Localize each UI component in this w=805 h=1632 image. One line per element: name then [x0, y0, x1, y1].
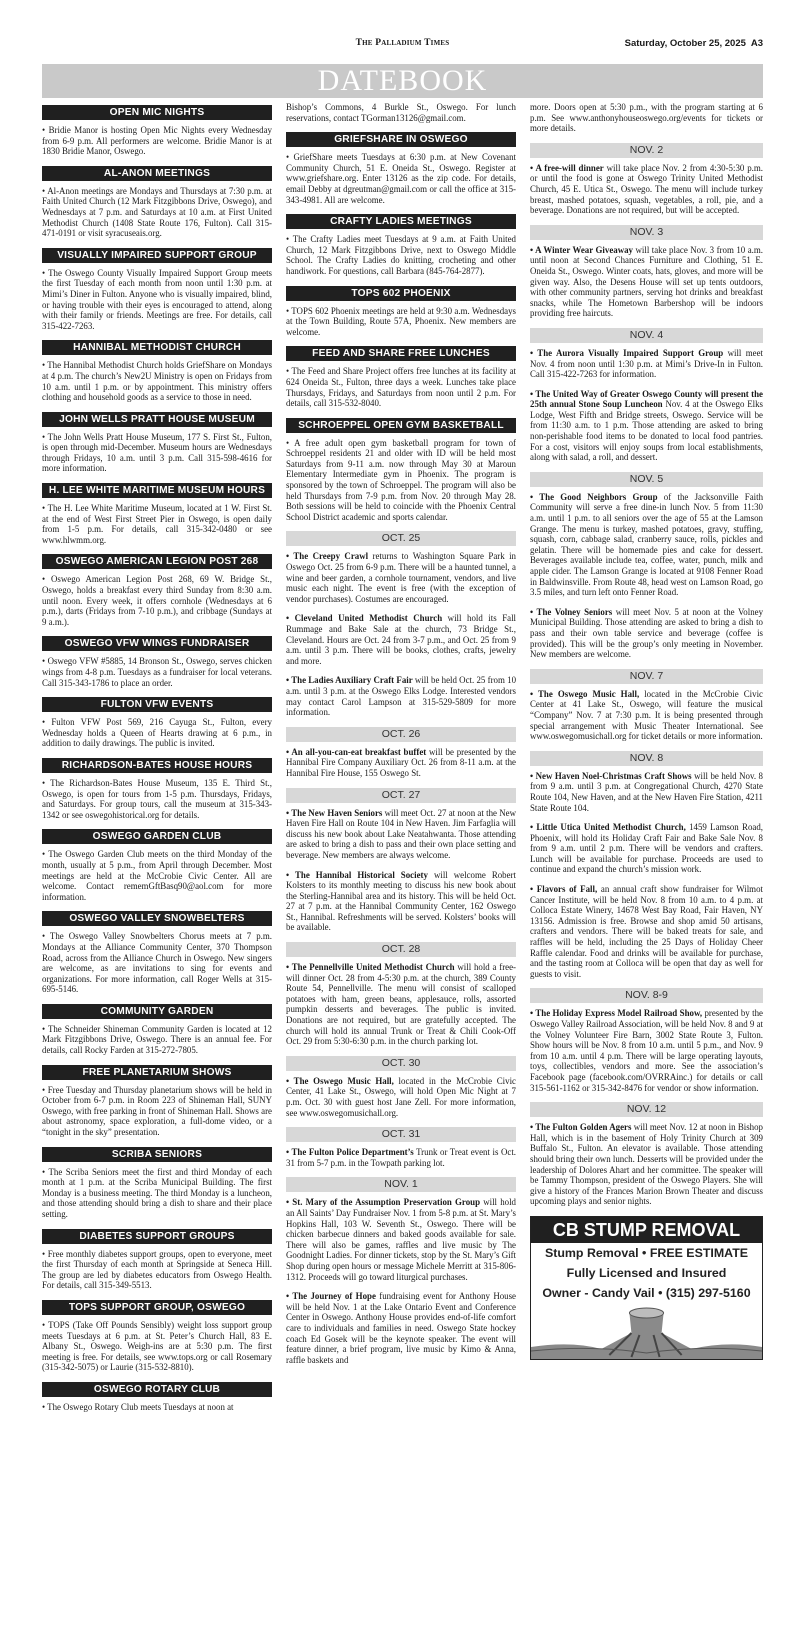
listing-text: will take place Nov. 3 from 10 a.m. until noon at Second Chances Furniture and Clothing, 51 E. Oneida St., Oswego. Winter coats, hats, gloves, and more will be given way. Also, the Desens House will set up tents outdoors, with other community partners, serving hot drinks and breakfast snacks, while The Hometown Barbershop will be indoors providing free haircuts. [530, 244, 763, 319]
ad-line: Fully Licensed and Insured [566, 1265, 727, 1280]
date-text: Saturday, October 25, 2025 [624, 38, 746, 49]
listing-text: will meet Nov. 12 at noon in Bishop Hall, which is in the basement of Holy Trinity Church at 309 Buffalo St., Fulton. An elevator is available. Those attending should bring their own lunch. Desserts will be provided under the leadership of Dolores Ahart and her committee. The speaker will be Tammy Thompson, president of the Oswego Players. She will give a history of the Frances Marion Brown Theater and discuss upcoming plays and senior nights. [530, 1122, 763, 1207]
section-heading: SCHROEPPEL OPEN GYM BASKETBALL [286, 418, 516, 433]
section-heading: VISUALLY IMPAIRED SUPPORT GROUP [42, 248, 272, 263]
listing-text: an annual craft show fundraiser for Wilmot Cancer Institute, will be held Nov. 8 from 10 a.m. to 4 p.m. at Colloca Estate Winery, 14678 West Bay Road, Fair Haven, NY 13156. Admission is free. Browse and shop amid 50 artisans, crafters and vendors. There will be baked treats for sale, and raffles will be held, including the 25 Days of Holiday Cheer Raffle calendar. Food and drinks will be available for purchase, and the tasting room at Colloca will be open that day as well for guests to visit. [530, 884, 763, 979]
section-heading: OSWEGO ROTARY CLUB [42, 1382, 272, 1397]
listing-text: • The H. Lee White Maritime Museum, located at 1 W. First St. at the end of West First Street Pier in Oswego, is open daily from 1-5 p.m. For details, call 315-342-0480 or see www.hlwmm.org. [42, 503, 272, 545]
listing-item [42, 1249, 272, 1291]
listing-item [530, 771, 763, 813]
listing-item [530, 389, 763, 463]
listing-text: • The Feed and Share Project offers free lunches at its facility at 624 Oneida St., Fulton, three days a week. Lunches take place Thursdays, Fridays, and Saturdays from noon until 2 p.m. For details, call 315-532-8040. [286, 366, 516, 409]
listing-text: will hold an All Saints’ Day Fundraiser Nov. 1 from 5-8 p.m. at St. Mary’s Hopkins Hall, 103 W. Seventh St., Oswego. There will be chicken barbecue dinners and baked goods available for sale. There will also be games, raffles and live music by The Goodnight Ladies. For dinner tickets, stop by the St. Mary’s Gift Shop during open hours or message Michele Merritt at 315-806-1312. Proceeds will go toward liturgical purchases. [286, 1197, 516, 1282]
section-heading: COMMUNITY GARDEN [42, 1004, 272, 1019]
listing-text: located in the McCrobie Civic Center, 41 Lake St., Oswego, will hold Open Mic Night at 7 p.m. Oct. 30 with guest host Jane Zell. For more information, see www.oswegomusichall.org. [286, 1075, 516, 1118]
listing-text: will meet Oct. 27 at noon at the New Haven Fire Hall on Route 104 in New Haven. Jim Farfaglia will discuss his new book about Lake Neatahwanta. Those attending are asked to bring a dish to pass and their own place setting and beverage. New members are always welcome. [286, 807, 516, 860]
listing-text: presented by the Oswego Valley Railroad Association, will be held Nov. 8 and 9 at the Volney Volunteer Fire Barn, 3002 State Route 3, Fulton. Show hours will be Nov. 8 from 10 a.m. until 5 p.m., and Nov. 9 from 10 a.m. until 4 p.m. There will be large operating layouts, toys, collectibles, vendors and more. See the association’s Facebook page (facebook.com/OVRRAinc.) for details or call 315-561-1162 or 315-342-8476 for vendor or show information. [530, 1008, 763, 1093]
section-heading: GRIEFSHARE IN OSWEGO [286, 132, 516, 147]
listing-text: • Bridie Manor is hosting Open Mic Nights every Wednesday from 6-9 p.m. All performers are welcome. Bridie Manor is at 1830 Bridie Manor, Oswego. [42, 125, 272, 157]
listing-text: • GriefShare meets Tuesdays at 6:30 p.m. at New Covenant Community Church, 51 E. Oneida St., Oswego. Register at www.griefshare.org. Enter 13126 as the zip code. For details, email Debby at dgreutman@gmail.com or call the office at 315-343-4981. All are welcome. [286, 152, 516, 205]
listing-lead: • The Good Neighbors Group [530, 491, 658, 502]
section-heading: TOPS SUPPORT GROUP, OSWEGO [42, 1300, 272, 1315]
listing-text: • Al-Anon meetings are Mondays and Thursdays at 7:30 p.m. at Faith United Church (12 Mark Fitzgibbons Drive, Oswego), and Wednesdays at 7 p.m. and Saturdays at 10 a.m. at First United Methodist Church (1408 State Route 176, Fulton). Call 315-471-0191 or visit syracuseais.org. [42, 185, 272, 239]
listing-item [286, 152, 516, 205]
listing-item [286, 1197, 516, 1282]
listing-lead: • The Fulton Police Department’s [286, 1147, 414, 1158]
listing-text: will be held Nov. 8 from 9 a.m. until 3 p.m. at Congregational Church, 4270 State Route 104, New Haven, and at the New Haven Fire Station, 4211 State Route 104. [530, 770, 763, 813]
listing-text: • The Oswego County Visually Impaired Support Group meets the first Tuesday of each month from noon until 1:30 p.m. at Mimi’s Diner in Fulton. Anyone who is visually impaired, blind, or having trouble with their eyes is encouraged to attend, along with their family or friends. Meetings are free. For details, call 315-422-7263. [42, 267, 272, 331]
listing-item [530, 163, 763, 216]
listing-text: • TOPS 602 Phoenix meetings are held at 9:30 a.m. Wednesdays at the Town Building, Route 57A, Phoenix. New members are welcome. [286, 305, 516, 337]
listing-lead: • New Haven Noel-Christmas Craft Shows [530, 770, 692, 781]
listing-text: located in the McCrobie Civic Center at 41 Lake St., Oswego, will feature the musical “Company” Nov. 7 at 7:30 p.m. It is being presented through special arrangement with Music Theater International. See www.oswegomusichall.org for ticket details or more information. [530, 688, 763, 742]
section-heading: AL-ANON MEETINGS [42, 166, 272, 181]
date-heading: NOV. 1 [286, 1177, 516, 1192]
section-heading: JOHN WELLS PRATT HOUSE MUSEUM [42, 412, 272, 427]
listing-lead: • The Hannibal Historical Society [286, 869, 428, 880]
listing-item [530, 245, 763, 319]
datebook-banner: DATEBOOK [42, 64, 763, 98]
section-heading: HANNIBAL METHODIST CHURCH [42, 340, 272, 355]
listing-lead: • The Ladies Auxiliary Craft Fair [286, 675, 413, 686]
listing-text: • The Hannibal Methodist Church holds GriefShare on Mondays at 4 p.m. The church’s New2U Ministry is open on Fridays from 10 a.m. until 1 p.m. or by appointment. This ministry offers clothing and household goods as a service to those in need. [42, 360, 272, 403]
listing-item [42, 931, 272, 995]
listing-text: more. Doors open at 5:30 p.m., with the program starting at 6 p.m. See www.anthonyhouseoswego.org/events for tickets or more details. [530, 102, 763, 134]
listing-text: will be presented by the Hannibal Fire Company Auxiliary Oct. 26 from 8-11 a.m. at the Hannibal Fire House, 155 Oswego St. [286, 746, 517, 778]
stump-removal-ad [530, 1216, 763, 1360]
listing-lead: • The Oswego Music Hall, [530, 688, 640, 699]
listing-lead: • St. Mary of the Assumption Preservation Group [286, 1197, 481, 1208]
date-heading: NOV. 3 [530, 225, 763, 240]
listing-text: • Free monthly diabetes support groups, open to everyone, meet the first Thursday of each month at Springside at Seneca Hill. The group are led by diabetes educators from Oswego Health. For details, call 315-349-5513. [42, 1248, 272, 1291]
listing-item [42, 360, 272, 402]
listing-item [286, 306, 516, 338]
listing-text: fundraising event for Anthony House will be held Nov. 1 at the Lake Ontario Event and Conference Center in Oswego. Anthony House provides end-of-life comfort care to individuals and families in need. Oswego State hockey coach Ed Gosek will be the keynote speaker. The event will feature dinner, a brief program, live music by Kimo & Anna, raffle baskets and [286, 1291, 516, 1365]
listing-text: • TOPS (Take Off Pounds Sensibly) weight loss support group meets Tuesdays at 6 p.m. at St. Peter’s Church Hall, 83 E. Albany St., Oswego. Weigh-ins are at 5:30 p.m. The first meeting is free. For details, see www.tops.org or call Rosemary (315-342-5075) or Laurie (315-532-8810). [42, 1319, 272, 1373]
listing-item [42, 656, 272, 688]
listing-text: 1459 Lamson Road, Phoenix, will hold its Holiday Craft Fair and Bake Sale Nov. 8 from 9 a.m. until 2 p.m. There will be vendors and crafters. Lunch will be available for purchase. Proceeds are used to continue and expand the church’s mission work. [530, 822, 764, 875]
column-1 [42, 102, 272, 1422]
date-heading: OCT. 27 [286, 788, 516, 803]
date-heading: NOV. 12 [530, 1102, 763, 1117]
date-heading: OCT. 30 [286, 1056, 516, 1071]
section-heading: FREE PLANETARIUM SHOWS [42, 1065, 272, 1080]
section-heading: OPEN MIC NIGHTS [42, 105, 272, 120]
listing-text: Nov. 4 at the Oswego Elks Lodge, West Fifth and Bridge streets, Oswego. Service will be from 11:30 a.m. to 1 p.m. Those attending are asked to bring non-perishable food items to be donated to local food pantries. For a cost, visitors will enjoy soups from local establishments, along with salad, a roll, and dessert. [530, 399, 764, 463]
listing-item [286, 870, 516, 934]
date-heading: NOV. 2 [530, 143, 763, 158]
column-2 [286, 102, 516, 1374]
listing-item [42, 268, 272, 332]
listing-lead: • The New Haven Seniors [286, 807, 383, 818]
listing-lead: • The Journey of Hope [286, 1291, 376, 1302]
listing-lead: • The Volney Seniors [530, 606, 613, 617]
listing-item [42, 186, 272, 239]
date-heading: OCT. 28 [286, 942, 516, 957]
listing-text: • Oswego American Legion Post 268, 69 W. Bridge St., Oswego, holds a breakfast every third Sunday from 8:30 a.m. until noon. Every week, it offers cornhole (Wednesdays at 6 p.m.), darts (Fridays from 7-10 p.m.), and cribbage (Sundays at 9 a.m.). [42, 574, 272, 627]
section-heading: CRAFTY LADIES MEETINGS [286, 214, 516, 229]
listing-text: • The Schneider Shineman Community Garden is located at 12 Mark Fitzgibbons Drive, Oswego. There is an annual fee. For details, call Rocky Farden at 315-272-7805. [42, 1023, 272, 1056]
listing-item [530, 348, 763, 380]
ad-line: Owner - Candy Vail • (315) 297-5160 [542, 1285, 751, 1300]
listing-text: Trunk or Treat event is Oct. 31 from 5-7 p.m. in the Towpath parking lot. [286, 1147, 517, 1168]
listing-item [530, 1008, 763, 1093]
listing-text: • The Oswego Garden Club meets on the third Monday of the month, usually at 5 p.m., from April through December. Most meetings are held at the McCrobie Civic Center. All are welcome. Contact rememGftBasq90@aol.com for more information. [42, 849, 272, 902]
listing-lead: • The United Way of Greater Oswego County will present the 25th annual Stone Soup Luncheon [530, 388, 763, 410]
section-heading: H. LEE WHITE MARITIME MUSEUM HOURS [42, 483, 272, 498]
listing-item [286, 234, 516, 276]
listing-item [530, 607, 763, 660]
listing-text: • The Richardson-Bates House Museum, 135 E. Third St., Oswego, is open for tours from 1-5 p.m. Thursdays, Fridays, and Saturdays. For group tours, call the museum at 315-343-1342 or see oswegohistorical.org for details. [42, 777, 272, 820]
section-heading: OSWEGO VFW WINGS FUNDRAISER [42, 636, 272, 651]
listing-text: • The Oswego Valley Snowbelters Chorus meets at 7 p.m. Mondays at the Alliance Community Center, 370 Thompson Road, across from the Alliance Church in Oswego. New singers are welcome, as are invitations to sing for events and organizations. For more information, call Roger Wells at 315-695-5146. [42, 931, 272, 995]
listing-text: • Fulton VFW Post 569, 216 Cayuga St., Fulton, every Wednesday holds a Queen of Hearts drawing at 6 p.m., in addition to daily drawings. The public is invited. [42, 717, 272, 749]
listing-item [286, 1147, 516, 1168]
listing-item [42, 1024, 272, 1056]
listing-text: will meet Nov. 4 from noon until 1:30 p.m. at Mimi’s Drive-In in Fulton. Call 315-422-7263 for information. [530, 347, 763, 380]
listing-item [42, 503, 272, 545]
listing-item [530, 689, 763, 742]
listing-text: • A free adult open gym basketball program for town of Schroeppel residents 21 and older with ID will be held most Saturdays from 9-11 a.m. now through May 30 at Maroun Elementary Intermediate gym in Phoenix. The program is sponsored by the town of Schroeppel. The program will also be held Thursdays from 7-9 p.m. from Nov. 20 through May 28. Both sessions will be held to coincide with the Phoenix Central School District academic and sports calendar. [286, 437, 516, 522]
masthead [42, 38, 763, 52]
listing-item [286, 613, 516, 666]
issue-date [625, 38, 763, 49]
section-heading: RICHARDSON-BATES HOUSE HOURS [42, 758, 272, 773]
date-heading: OCT. 26 [286, 727, 516, 742]
listing-lead: • The Pennellville United Methodist Church [286, 962, 455, 973]
listing-item [530, 822, 763, 875]
listing-text: • The Scriba Seniors meet the first and third Monday of each month at 1 p.m. at the Scriba Municipal Building. The first Monday is a business meeting. The third Monday is a luncheon, and those attending should bring a dish to share and their place setting. [42, 1166, 272, 1219]
listing-lead: • A free-will dinner [530, 162, 604, 173]
listing-lead: • The Holiday Express Model Railroad Show, [530, 1008, 703, 1019]
listing-lead: • Little Utica United Methodist Church, [530, 822, 686, 833]
section-heading: FULTON VFW EVENTS [42, 697, 272, 712]
listing-lead: • The Oswego Music Hall, [286, 1075, 394, 1086]
listing-lead: • Flavors of Fall, [530, 884, 598, 895]
listing-item [286, 102, 516, 123]
ad-line: Stump Removal • FREE ESTIMATE [544, 1245, 749, 1260]
listing-item [286, 808, 516, 861]
listing-item [42, 125, 272, 157]
listing-item [286, 551, 516, 604]
listing-lead: • The Creepy Crawl [286, 551, 369, 562]
section-heading: SCRIBA SENIORS [42, 1147, 272, 1162]
section-heading: DIABETES SUPPORT GROUPS [42, 1229, 272, 1244]
listing-lead: • An all-you-can-eat breakfast buffet [286, 746, 427, 757]
listing-text: will welcome Robert Kolsters to its monthly meeting to discuss his new book about the Sterling-Hannibal area and its history. This will be held Oct. 27 at 7 p.m. at the Hannibal Community Center, 162 Oswego St., Hannibal. Refreshments will be served. Kolsters’ books will be available. [286, 869, 516, 933]
date-heading: NOV. 7 [530, 669, 763, 684]
listing-item [42, 1167, 272, 1220]
listing-lead: • The Fulton Golden Agers [530, 1122, 632, 1133]
listing-text: • The Oswego Rotary Club meets Tuesdays at noon at [42, 1401, 234, 1412]
paper-name: The Palladium Times [355, 38, 450, 48]
date-heading: OCT. 25 [286, 531, 516, 546]
section-heading: OSWEGO VALLEY SNOWBELTERS [42, 911, 272, 926]
listing-text: • The Crafty Ladies meet Tuesdays at 9 a.m. at Faith United Church, 12 Mark Fitzgibbons Drive, next to Oswego Middle School. The Crafty Ladies do knitting, crocheting and other handiwork. For questions, call Barbara (845-764-2877). [286, 234, 516, 276]
section-heading: FEED AND SHARE FREE LUNCHES [286, 346, 516, 361]
listing-item [42, 1402, 272, 1413]
listing-item [42, 574, 272, 627]
listing-item [42, 1320, 272, 1373]
section-heading: OSWEGO GARDEN CLUB [42, 829, 272, 844]
listing-item [42, 778, 272, 820]
listing-text: will be held Oct. 25 from 10 a.m. until 3 p.m. at the Oswego Elks Lodge. Interested vendors may contact Carol Lampson at 315-529-5809 for more information. [286, 675, 517, 718]
listing-item [286, 438, 516, 523]
listing-item [286, 747, 516, 779]
listing-item [42, 1085, 272, 1138]
listing-item [530, 492, 763, 598]
listing-text: • The John Wells Pratt House Museum, 177 S. First St., Fulton, is open through mid-December. Museum hours are Wednesdays through Fridays, 10 a.m. until 3 p.m. Call 315-598-4616 for more information. [42, 431, 272, 474]
date-heading: OCT. 31 [286, 1127, 516, 1142]
listing-text: will take place Nov. 2 from 4:30-5:30 p.m. or until the food is gone at Oswego Trinity United Methodist Church, 45 E. Utica St., Oswego. The menu will include turkey breast, mashed potatoes, squash, vegetables, a roll, pie, and a beverage. Donations are not required, but will be accepted. [530, 162, 764, 216]
listing-item [42, 849, 272, 902]
listing-lead: • The Aurora Visually Impaired Support Group [530, 347, 724, 358]
tree-stump-illustration [531, 1303, 762, 1359]
listing-item [286, 962, 516, 1047]
listing-text: • Free Tuesday and Thursday planetarium shows will be held in October from 6-7 p.m. in Room 223 of Shineman Hall, SUNY Oswego, with free parking in front of Shineman Hall. Shows are about astronomy, space exploration, a full-dome video, or a “tonight in the sky” presentation. [42, 1084, 272, 1138]
listing-lead: • A Winter Wear Giveaway [530, 244, 633, 255]
date-heading: NOV. 8-9 [530, 988, 763, 1003]
listing-text: of the Jacksonville Faith Community will serve a free dine-in lunch Nov. 5 from 11:30 a.m. until 1 p.m. to all seniors over the age of 55 at the Lamson Grange. The menu is turkey, mashed potatoes, gravy, stuffing, squash, corn, cabbage salad, cranberry sauce, rolls, pickles and gelatin. There will be homemade pies and cake for dessert. Beverages available include tea, coffee, water, punch, milk and apple cider. The Lamson Grange is located at 9108 Fenner Road in Baldwinsville. From Route 48, head west on Lamson Road, go 3.5 miles, and turn left onto Fenner Road. [530, 491, 764, 598]
date-heading: NOV. 5 [530, 472, 763, 487]
page-number: A3 [750, 38, 763, 49]
listing-item [286, 366, 516, 408]
date-heading: NOV. 8 [530, 751, 763, 766]
listing-item [530, 884, 763, 979]
listing-item [286, 675, 516, 717]
listing-item [42, 717, 272, 749]
listing-item [286, 1291, 516, 1365]
section-heading: OSWEGO AMERICAN LEGION POST 268 [42, 554, 272, 569]
listing-item [42, 432, 272, 474]
listing-item [286, 1076, 516, 1118]
date-heading: NOV. 4 [530, 328, 763, 343]
ad-title: CB STUMP REMOVAL [531, 1217, 762, 1243]
listing-item [530, 1122, 763, 1207]
listing-text: Bishop’s Commons, 4 Burkle St., Oswego. For lunch reservations, contact TGorman13126@gmail.com. [286, 102, 516, 123]
listing-lead: • Cleveland United Methodist Church [286, 613, 443, 624]
listing-text: • Oswego VFW #5885, 14 Bronson St., Oswego, serves chicken wings from 4-8 p.m. Tuesdays as a fundraiser for local veterans. Call 315-343-1786 to place an order. [42, 656, 272, 688]
column-3 [530, 102, 763, 1360]
listing-text: returns to Washington Square Park in Oswego Oct. 25 from 6-9 p.m. There will be a haunted tunnel, a wine and beer garden, a cornhole tournament, vendors, and live music each night. The event is free (with the exception of vendor purchases). Costumes are encouraged. [286, 551, 516, 604]
listing-text: will hold a free-will dinner Oct. 28 from 4-5:30 p.m. at the church, 389 County Route 54, Pennellville. The menu will consist of scalloped potatoes with ham, green beans, applesauce, rolls, assorted pumpkin desserts and beverages. The public is invited. Donations are not required, but are gratefully accepted. The church will hold its annual Trunk or Treat & Chili Cook-Off Oct. 29 from 5:30-6:30 p.m. in the church parking lot. [286, 962, 516, 1047]
listing-item [530, 102, 763, 134]
listing-text: will hold its Fall Rummage and Bake Sale at the church, 73 Bridge St., Cleveland. Hours are Oct. 24 from 3-7 p.m., and Oct. 25 from 9 a.m. until 3 p.m. There will be books, clothes, crafts, jewelry and more. [286, 613, 517, 666]
section-heading: TOPS 602 PHOENIX [286, 286, 516, 301]
listing-text: will meet Nov. 5 at noon at the Volney Municipal Building. Those attending are asked to bring a dish to pass and their own table service and beverage (coffee is provided). This will be the group’s only meeting in November. New members are welcome. [530, 606, 764, 660]
